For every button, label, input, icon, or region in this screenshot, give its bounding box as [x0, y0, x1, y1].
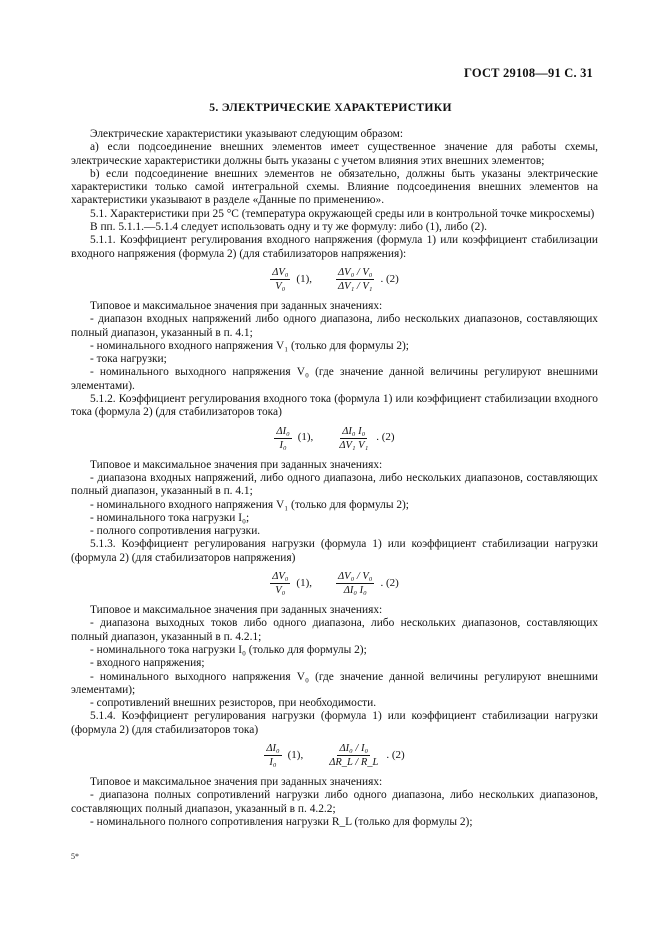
item-a: а) если подсоединение внешних элементов имеет существенное значение для работы схемы, электрические характеристики должны быть указаны с учетом влияния этих внешних элементов; [71, 141, 598, 167]
section-5-1-3-text: 5.1.3. Коэффициент регулирования нагрузки (формула 1) или коэффициент стабилизации нагрузки (формула 2) (для стабилизаторов напряжения) [71, 538, 598, 564]
page-footer-mark: 5* [71, 852, 79, 861]
formula-5-1-3 [71, 571, 598, 596]
list-item: - диапазона полных сопротивлений нагрузки либо одного диапазона, либо нескольких диапазонов, составляющих полный диапазон, указанный в п. 4.2.2; [71, 789, 598, 815]
formula-label: . (2) [376, 431, 395, 444]
page-header: ГОСТ 29108—91 С. 31 [464, 66, 593, 80]
fraction-numerator: ΔV₀ / V₀ [338, 266, 373, 278]
paragraph-5-1-note: В пп. 5.1.1.—5.1.4 следует использовать одну и ту же формулу: либо (1), либо (2). [90, 221, 487, 234]
list-item: - номинального тока нагрузки I₀ (только для формулы 2); [90, 643, 367, 656]
formula-fraction [264, 743, 281, 768]
item-b: b) если подсоединение внешних элементов не обязательно, должны быть указаны электрические характеристики только самой интегральной схемы. Влияние подсоединения внешних элементов на характеристики указывают в разделе «Данные по применению». [71, 167, 598, 207]
section-5-1-2-text: 5.1.2. Коэффициент регулирования входного тока (формула 1) или коэффициент стабилизации входного тока (формула 2) (для стабилизаторов тока) [71, 393, 598, 419]
formula-label: . (2) [380, 576, 399, 589]
paragraph-5-1: 5.1. Характеристики при 25 °С (температура окружающей среды или в контрольной точке микросхемы) [90, 207, 595, 220]
formula-label: (1), [296, 576, 312, 589]
list-item: - тока нагрузки; [90, 353, 167, 366]
list-item: - номинального полного сопротивления нагрузки R_L (только для формулы 2); [90, 815, 473, 828]
fraction-denominator: ΔV₁ V₁ [339, 439, 369, 451]
fraction-denominator: V₀ [275, 585, 286, 597]
lead-text: Типовое и максимальное значения при заданных значениях: [90, 299, 383, 312]
list-item: - диапазона выходных токов либо одного диапазона, либо нескольких диапазонов, составляющих полный диапазон, указанный в п. 4.2.1; [71, 617, 598, 643]
fraction-numerator: ΔV₀ [272, 266, 289, 278]
fraction-denominator: ΔV₁ / V₁ [338, 280, 373, 292]
list-item: - полного сопротивления нагрузки. [90, 525, 261, 538]
list-item: - номинального входного напряжения V₁ (только для формулы 2); [90, 339, 409, 352]
formula-5-1-4 [71, 743, 598, 768]
formula-label: (1), [296, 272, 312, 285]
fraction-denominator: V₀ [275, 280, 286, 292]
formula-5-1-2 [71, 426, 598, 451]
formula-fraction [270, 267, 290, 292]
formula-label: (1), [287, 748, 304, 761]
section-title: 5. ЭЛЕКТРИЧЕСКИЕ ХАРАКТЕРИСТИКИ [209, 101, 452, 114]
list-item: - номинального выходного напряжения V₀ (где значение данной величины регулируют внешними элементами); [71, 670, 598, 696]
document-body [71, 128, 598, 829]
lead-text: Типовое и максимальное значения при заданных значениях: [90, 604, 383, 617]
section-5-1-1-text: 5.1.1. Коэффициент регулирования входного напряжения (формула 1) или коэффициент стабилизации входного напряжения (формула 2) (для стабилизаторов напряжения): [71, 234, 598, 260]
list-item: - номинального тока нагрузки I₀; [90, 511, 250, 524]
list-item: - номинального входного напряжения V₁ (только для формулы 2); [90, 498, 409, 511]
intro-paragraph: Электрические характеристики указывают следующим образом: [90, 128, 404, 140]
fraction-denominator: ΔR_L / R_L [329, 756, 379, 768]
formula-5-1-1 [71, 267, 598, 292]
fraction-numerator: ΔV₀ / V₀ [338, 571, 373, 583]
section-5-1-4-text: 5.1.4. Коэффициент регулирования нагрузки (формула 1) или коэффициент стабилизации нагрузки (формула 2) (для стабилизаторов тока) [71, 710, 598, 736]
fraction-denominator: I₀ [269, 756, 277, 768]
formula-label: (1), [297, 431, 314, 444]
formula-fraction [337, 426, 370, 451]
formula-fraction [274, 426, 291, 451]
formula-fraction [336, 571, 374, 596]
list-item: - номинального выходного напряжения V₀ (где значение данной величины регулируют внешними элементами). [71, 366, 598, 392]
fraction-numerator: ΔI₀ I₀ [342, 425, 366, 437]
fraction-denominator: I₀ [279, 439, 287, 451]
list-item: - входного напряжения; [90, 657, 205, 670]
list-item: - диапазона входных напряжений, либо одного диапазона, либо нескольких диапазонов, составляющих полный диапазон, указанный в п. 4.1; [71, 471, 598, 498]
fraction-numerator: ΔV₀ [272, 571, 289, 583]
lead-text: Типовое и максимальное значения при заданных значениях: [90, 458, 383, 471]
fraction-numerator: ΔI₀ [266, 742, 280, 754]
list-item: - сопротивлений внешних резисторов, при необходимости. [90, 697, 377, 710]
lead-text: Типовое и максимальное значения при заданных значениях: [90, 775, 383, 788]
formula-label: . (2) [380, 272, 399, 285]
formula-label: . (2) [386, 748, 405, 761]
fraction-numerator: ΔI₀ / I₀ [339, 742, 369, 754]
formula-fraction [270, 571, 290, 596]
fraction-denominator: ΔI₀ I₀ [343, 585, 367, 597]
fraction-numerator: ΔI₀ [276, 425, 290, 437]
formula-fraction [336, 267, 374, 292]
list-item: - диапазон входных напряжений либо одного диапазона, либо нескольких диапазонов, составляющих полный диапазон, указанный в п. 4.1; [71, 313, 598, 339]
formula-fraction [327, 743, 380, 768]
